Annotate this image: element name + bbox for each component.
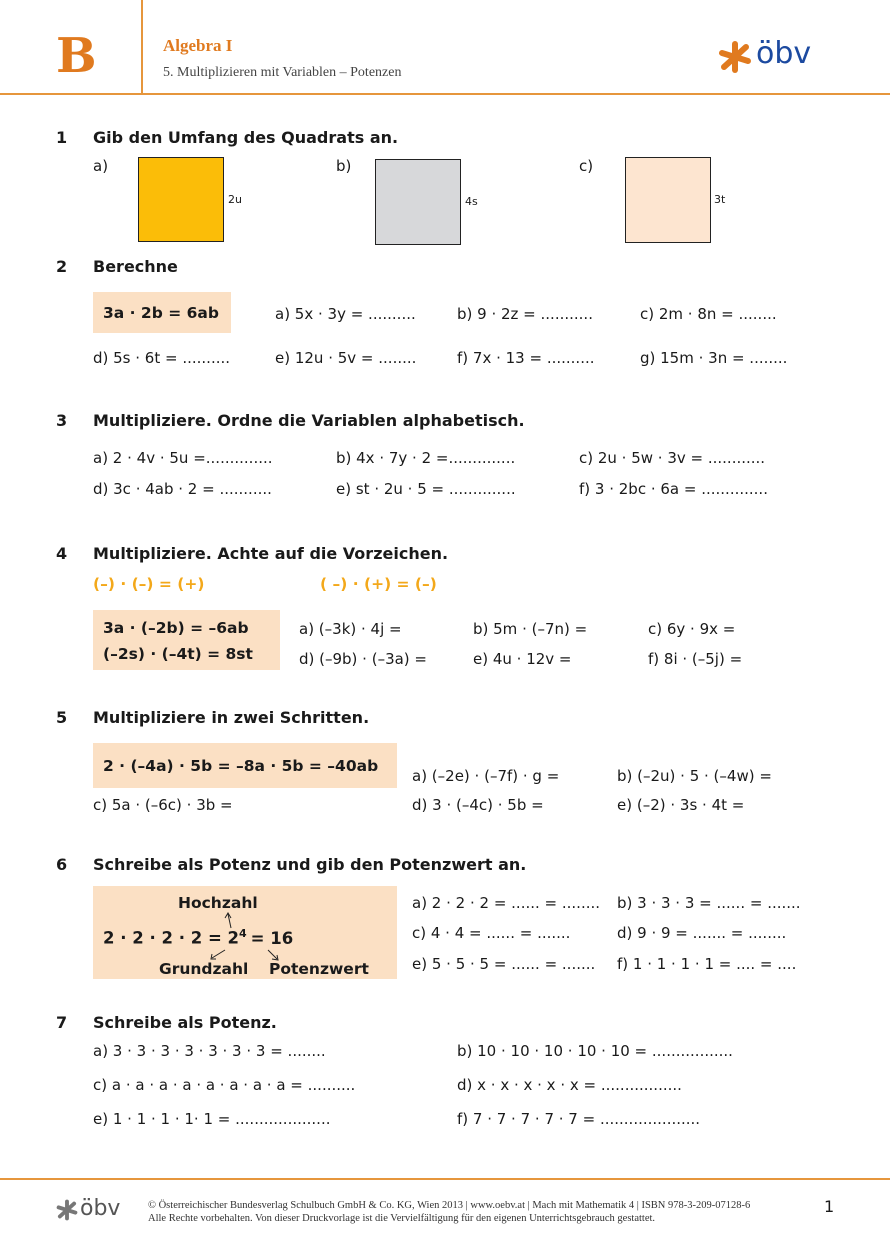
ex7-item-d: d) x · x · x · x · x = ................. xyxy=(457,1076,682,1094)
ex4-example-2: (–2s) · (–4t) = 8st xyxy=(103,645,253,663)
ex2-item-e: e) 12u · 5v = ........ xyxy=(275,349,417,367)
ex4-item-b: b) 5m · (–7n) = xyxy=(473,620,588,638)
ex4-item-c: c) 6y · 9x = xyxy=(648,620,736,638)
ex4-rule-2: ( –) · (+) = (–) xyxy=(320,575,437,593)
ex7-item-a: a) 3 · 3 · 3 · 3 · 3 · 3 · 3 = ........ xyxy=(93,1042,326,1060)
exercise-4-title: Multipliziere. Achte auf die Vorzeichen. xyxy=(93,544,449,563)
ex7-item-c: c) a · a · a · a · a · a · a · a = .......... xyxy=(93,1076,356,1094)
exercise-1-number: 1 xyxy=(56,128,68,147)
ex1-square-b xyxy=(375,159,461,245)
ex1-label-a: a) xyxy=(93,157,109,175)
ex2-item-a: a) 5x · 3y = .......... xyxy=(275,305,416,323)
ex6-exponent-label: Hochzahl xyxy=(178,894,258,912)
exercise-7-title: Schreibe als Potenz. xyxy=(93,1013,277,1032)
ex3-item-f: f) 3 · 2bc · 6a = .............. xyxy=(579,480,768,498)
page-number: 1 xyxy=(824,1197,835,1216)
ex6-base-label: Grundzahl xyxy=(159,960,249,978)
ex1-label-c: c) xyxy=(579,157,594,175)
header-title: Algebra I xyxy=(163,36,233,55)
footer-logo-text: öbv xyxy=(80,1196,121,1221)
ex6-item-f: f) 1 · 1 · 1 · 1 = .... = .... xyxy=(617,955,797,973)
ex4-rule-1: (–) · (–) = (+) xyxy=(93,575,205,593)
ex2-item-c: c) 2m · 8n = ........ xyxy=(640,305,777,323)
ex6-example-exponent: 4 xyxy=(239,927,247,940)
ex6-item-a: a) 2 · 2 · 2 = ...... = ........ xyxy=(412,894,601,912)
arrow-down-left-icon xyxy=(212,950,225,958)
ex5-item-a: a) (–2e) · (–7f) · g = xyxy=(412,767,560,785)
exercise-6-title: Schreibe als Potenz und gib den Potenzwert an. xyxy=(93,855,527,874)
exercise-2-number: 2 xyxy=(56,257,68,276)
exercise-4-number: 4 xyxy=(56,544,68,563)
section-letter: B xyxy=(56,28,97,84)
ex7-item-b: b) 10 · 10 · 10 · 10 · 10 = ................. xyxy=(457,1042,733,1060)
exercise-5-title: Multipliziere in zwei Schritten. xyxy=(93,708,370,727)
exercise-5-number: 5 xyxy=(56,708,68,727)
ex4-item-a: a) (–3k) · 4j = xyxy=(299,620,402,638)
ex4-item-d: d) (–9b) · (–3a) = xyxy=(299,650,427,668)
footer-copyright: © Österreichischer Bundesverlag Schulbuch GmbH & Co. KG, Wien 2013 | www.oebv.at | Mach mit Mathematik 4 | ISBN 978-3-209-07128-6 xyxy=(148,1200,751,1211)
ex6-item-e: e) 5 · 5 · 5 = ...... = ....... xyxy=(412,955,596,973)
ex6-example-product: $2 \cdot 2 \cdot 2 \cdot 2 = 2^4 = 16$ xyxy=(103,927,294,948)
ex3-item-a: a) 2 · 4v · 5u =.............. xyxy=(93,449,273,467)
ex6-item-c: c) 4 · 4 = ...... = ....... xyxy=(412,924,571,942)
ex7-item-f: f) 7 · 7 · 7 · 7 · 7 = ..................... xyxy=(457,1110,701,1128)
ex2-item-b: b) 9 · 2z = ........... xyxy=(457,305,593,323)
ex2-item-f: f) 7x · 13 = .......... xyxy=(457,349,595,367)
exercise-7-number: 7 xyxy=(56,1013,68,1032)
footer-divider xyxy=(0,1178,890,1180)
ex7-item-e: e) 1 · 1 · 1 · 1· 1 = .................... xyxy=(93,1110,331,1128)
ex5-item-b: b) (–2u) · 5 · (–4w) = xyxy=(617,767,772,785)
arrow-down-right-icon xyxy=(268,950,277,959)
ex6-value-label: Potenzwert xyxy=(269,960,369,978)
star-icon xyxy=(56,1199,78,1221)
publisher-logo-text: öbv xyxy=(756,36,812,71)
ex1-side-c: 3t xyxy=(714,193,726,206)
header-divider xyxy=(0,93,890,95)
exercise-1-title: Gib den Umfang des Quadrats an. xyxy=(93,128,399,147)
star-icon xyxy=(718,40,752,74)
ex6-example-value: = 16 xyxy=(250,928,294,948)
publisher-logo xyxy=(718,40,752,78)
ex5-item-c: c) 5a · (–6c) · 3b = xyxy=(93,796,233,814)
ex3-item-c: c) 2u · 5w · 3v = ............ xyxy=(579,449,766,467)
ex2-example: 3a · 2b = 6ab xyxy=(103,304,219,322)
ex4-item-f: f) 8i · (–5j) = xyxy=(648,650,743,668)
header-divider-vertical xyxy=(141,0,143,94)
ex6-item-b: b) 3 · 3 · 3 = ...... = ....... xyxy=(617,894,801,912)
ex5-example: 2 · (–4a) · 5b = –8a · 5b = –40ab xyxy=(103,757,379,775)
ex5-item-d: d) 3 · (–4c) · 5b = xyxy=(412,796,544,814)
exercise-2-title: Berechne xyxy=(93,257,178,276)
ex5-item-e: e) (–2) · 3s · 4t = xyxy=(617,796,745,814)
ex4-item-e: e) 4u · 12v = xyxy=(473,650,572,668)
ex1-side-a: 2u xyxy=(228,193,242,206)
ex1-side-b: 4s xyxy=(465,195,478,208)
footer-rights: Alle Rechte vorbehalten. Von dieser Druckvorlage ist die Vervielfältigung für den eigenen Unterrichtsgebrauch gestattet. xyxy=(148,1213,656,1224)
exercise-6-number: 6 xyxy=(56,855,68,874)
ex2-item-g: g) 15m · 3n = ........ xyxy=(640,349,788,367)
ex3-item-d: d) 3c · 4ab · 2 = ........... xyxy=(93,480,272,498)
ex1-square-a xyxy=(138,157,224,242)
exercise-3-number: 3 xyxy=(56,411,68,430)
ex2-item-d: d) 5s · 6t = .......... xyxy=(93,349,231,367)
ex6-item-d: d) 9 · 9 = ....... = ........ xyxy=(617,924,787,942)
ex1-label-b: b) xyxy=(336,157,352,175)
ex3-item-b: b) 4x · 7y · 2 =.............. xyxy=(336,449,516,467)
exercise-3-title: Multipliziere. Ordne die Variablen alphabetisch. xyxy=(93,411,525,430)
header-subtitle: 5. Multiplizieren mit Variablen – Potenzen xyxy=(163,65,402,80)
ex4-example-1: 3a · (–2b) = –6ab xyxy=(103,619,249,637)
ex1-square-c xyxy=(625,157,711,243)
footer-logo xyxy=(56,1199,78,1225)
ex3-item-e: e) st · 2u · 5 = .............. xyxy=(336,480,516,498)
